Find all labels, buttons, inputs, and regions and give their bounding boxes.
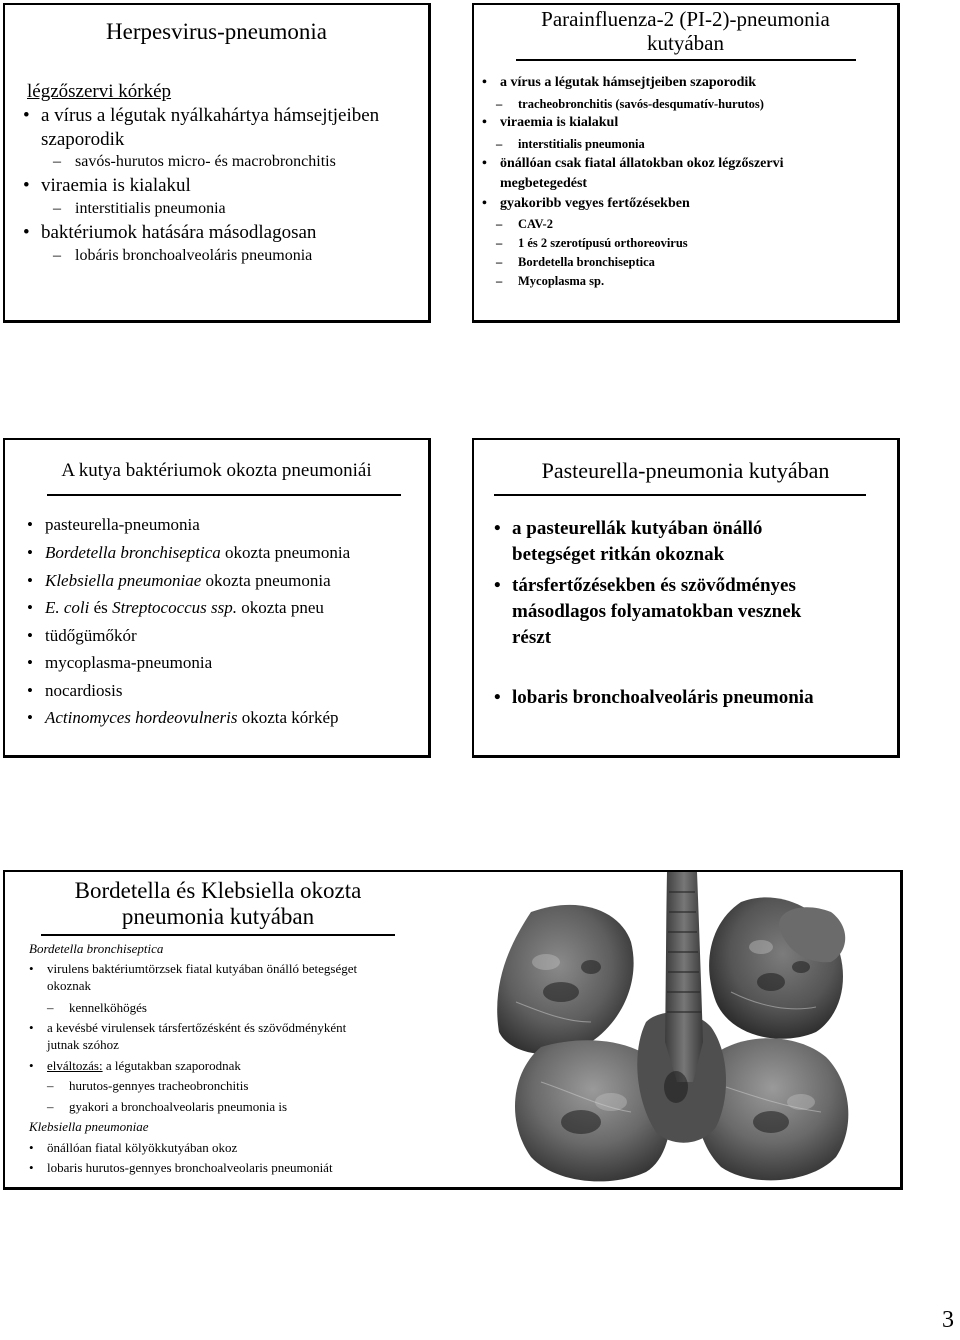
bullet-item: • E. coli és Streptococcus ssp. okozta pneu [45, 598, 324, 618]
species-heading: Bordetella bronchiseptica [29, 941, 164, 956]
slide-parainfluenza [472, 3, 900, 323]
slide-bordetella-klebsiella [3, 870, 903, 1190]
species-heading: Klebsiella pneumoniae [29, 1119, 149, 1134]
bullet-item: • nocardiosis [45, 681, 122, 701]
bullet-item: • viraemia is kialakul [41, 175, 191, 197]
bullet-item: • önállóan fiatal kölyökkutyában okoz [47, 1141, 237, 1156]
bullet-item: • gyakoribb vegyes fertőzésekben [500, 196, 690, 212]
slide-herpesvirus [3, 3, 431, 323]
sub-item: – savós-hurutos micro- és macrobronchitis [75, 153, 336, 171]
text-line: megbetegedést [500, 176, 588, 191]
sub-item: – Mycoplasma sp. [518, 274, 604, 288]
bullet-item: • önállóan csak fiatal állatokban okoz légzőszervi [500, 156, 784, 172]
page-number: 3 [942, 1307, 954, 1333]
bullet-item: • Bordetella bronchiseptica okozta pneumonia [45, 543, 350, 563]
slide-title: Pasteurella-pneumonia kutyában [541, 458, 830, 483]
sub-item: – hurutos-gennyes tracheobronchitis [69, 1079, 248, 1094]
bullet-item: • virulens baktériumtörzsek fiatal kutyában önálló betegséget [47, 962, 357, 977]
bullet-item: • a pasteurellák kutyában önálló [512, 518, 762, 540]
sub-item: – gyakori a bronchoalveolaris pneumonia is [69, 1100, 287, 1115]
bullet-item: • társfertőzésekben és szövődményes [512, 575, 796, 597]
title-rule [41, 934, 395, 936]
sub-item: – kennelköhögés [69, 1001, 147, 1016]
sub-item: – lobáris bronchoalveoláris pneumonia [75, 247, 312, 265]
bullet-item: • a vírus a légutak nyálkahártya hámsejtjeiben [41, 105, 379, 127]
bullet-item: • Klebsiella pneumoniae okozta pneumonia [45, 571, 331, 591]
title-rule [494, 494, 866, 496]
sub-item: – tracheobronchitis (savós-desqumatív-hurutos) [518, 97, 764, 111]
sub-item: – Bordetella bronchiseptica [518, 255, 655, 269]
text-line: légzőszervi kórkép [27, 81, 172, 102]
bullet-item: • lobaris hurutos-gennyes bronchoalveolaris pneumoniát [47, 1161, 333, 1176]
text-line: betegséget ritkán okoznak [512, 544, 725, 565]
text-line: szaporodik [41, 129, 125, 150]
bullet-item: • lobaris bronchoalveoláris pneumonia [512, 687, 814, 709]
text-line: részt [512, 627, 552, 648]
slide-title: Herpesvirus-pneumonia [106, 19, 327, 44]
slide-pasteurella [472, 438, 900, 758]
bullet-item: • baktériumok hatására másodlagosan [41, 222, 316, 244]
text-line: jutnak szóhoz [47, 1037, 119, 1052]
lung-specimen-photo [471, 872, 903, 1188]
sub-item: – CAV-2 [518, 217, 553, 231]
title-rule [516, 59, 856, 61]
bullet-item: • a vírus a légutak hámsejtjeiben szaporodik [500, 75, 756, 91]
bullet-item: • Actinomyces hordeovulneris okozta kórkép [45, 708, 339, 728]
bullet-item: • pasteurella-pneumonia [45, 515, 200, 535]
slide-title: Parainfluenza-2 (PI-2)-pneumonia kutyában [541, 7, 830, 55]
bullet-item: • elváltozás: a légutakban szaporodnak [47, 1059, 241, 1074]
slide-title: Bordetella és Klebsiella okozta pneumonia kutyában [74, 878, 362, 929]
bullet-item: • mycoplasma-pneumonia [45, 653, 212, 673]
sub-item: – interstitialis pneumonia [518, 137, 645, 151]
text-line: okoznak [47, 978, 92, 993]
sub-item: – 1 és 2 szerotípusú orthoreovirus [518, 236, 688, 250]
title-rule [47, 494, 401, 496]
bullet-item: • a kevésbé virulensek társfertőzésként és szövődményként [47, 1021, 346, 1036]
sub-item: – interstitialis pneumonia [75, 200, 226, 218]
text-line: másodlagos folyamatokban vesznek [512, 601, 802, 622]
bullet-item: • viraemia is kialakul [500, 115, 618, 131]
bullet-item: • tüdőgümőkór [45, 626, 137, 646]
slide-bacterial-pneumonias [3, 438, 431, 758]
slide-title: A kutya baktériumok okozta pneumoniái [61, 460, 372, 481]
